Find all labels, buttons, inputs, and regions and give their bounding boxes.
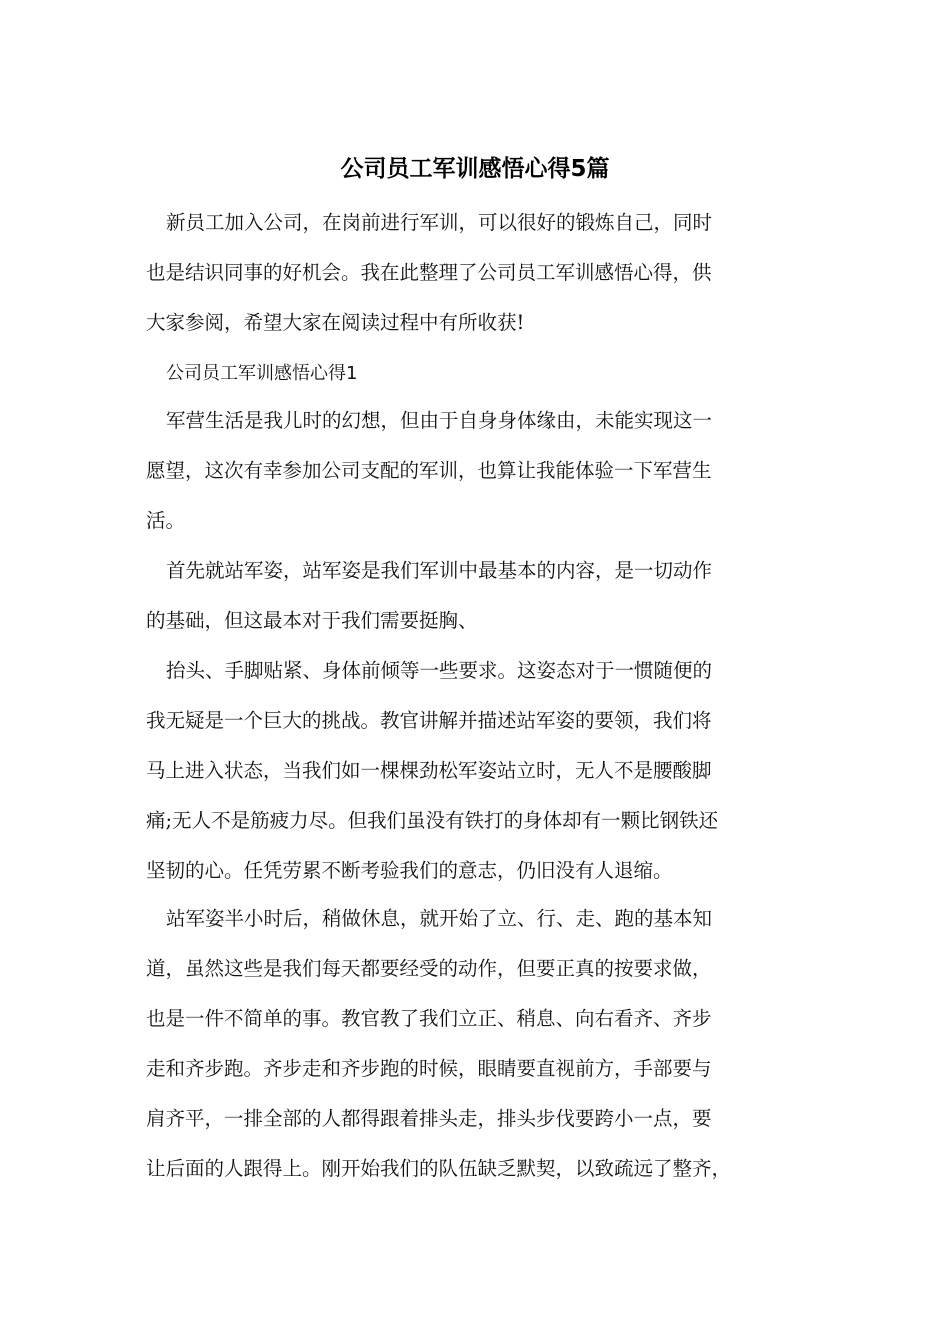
- paragraph-line: 军营生活是我儿时的幻想，但由于自身身体缘由，未能实现这一: [166, 409, 713, 432]
- paragraph-line: 肩齐平，一排全部的人都得跟着排头走，排头步伐要跨小一点，要: [146, 1107, 712, 1130]
- paragraph-line: 大家参阅，希望大家在阅读过程中有所收获!: [146, 311, 525, 334]
- paragraph-line: 坚韧的心。任凭劳累不断考验我们的意志，仍旧没有人退缩。: [146, 859, 673, 882]
- paragraph-line: 也是一件不简单的事。教官教了我们立正、稍息、向右看齐、齐步: [146, 1007, 712, 1030]
- paragraph-line: 走和齐步跑。齐步走和齐步跑的时候，眼睛要直视前方，手部要与: [146, 1057, 712, 1080]
- paragraph-line: 马上进入状态，当我们如一棵棵劲松军姿站立时，无人不是腰酸脚: [146, 759, 712, 782]
- paragraph-line: 愿望，这次有幸参加公司支配的军训，也算让我能体验一下军营生: [146, 459, 712, 482]
- section-heading: 公司员工军训感悟心得1: [166, 363, 358, 384]
- paragraph-line: 道，虽然这些是我们每天都要经受的动作，但要正真的按要求做，: [146, 957, 712, 980]
- paragraph-line: 新员工加入公司，在岗前进行军训，可以很好的锻炼自己，同时: [166, 211, 713, 234]
- paragraph-line: 痛;无人不是筋疲力尽。但我们虽没有铁打的身体却有一颗比钢铁还: [146, 809, 719, 832]
- paragraph-line: 活。: [146, 509, 186, 532]
- document-title: 公司员工军训感悟心得5篇: [340, 156, 610, 182]
- paragraph-line: 也是结识同事的好机会。我在此整理了公司员工军训感悟心得，供: [146, 261, 712, 284]
- paragraph-line: 站军姿半小时后，稍做休息，就开始了立、行、走、跑的基本知: [166, 907, 713, 930]
- paragraph-line: 我无疑是一个巨大的挑战。教官讲解并描述站军姿的要领，我们将: [146, 709, 712, 732]
- paragraph-line: 首先就站军姿，站军姿是我们军训中最基本的内容，是一切动作: [166, 559, 713, 582]
- paragraph-line: 的基础，但这最本对于我们需要挺胸、: [146, 609, 478, 632]
- paragraph-line: 抬头、手脚贴紧、身体前倾等一些要求。这姿态对于一惯随便的: [166, 659, 713, 682]
- paragraph-line: 让后面的人跟得上。刚开始我们的队伍缺乏默契，以致疏远了整齐，: [146, 1157, 732, 1180]
